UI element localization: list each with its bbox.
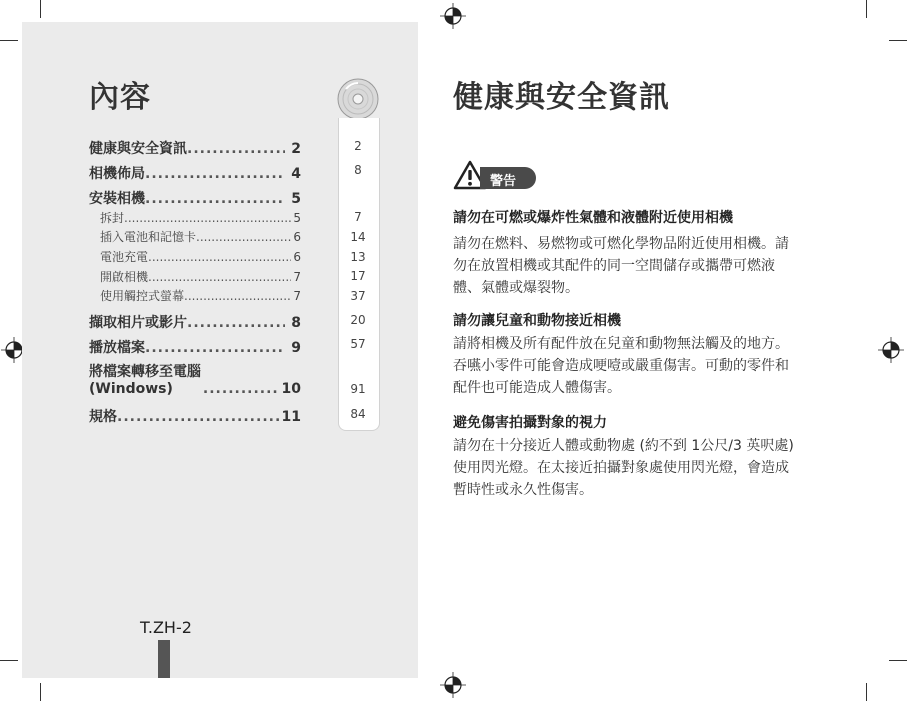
section-body: 請勿在燃料、易燃物或可燃化學物品附近使用相機。請 勿在放置相機或其配件的同一空間儲存或攜帶可燃液 體、氣體或爆裂物。 bbox=[453, 236, 789, 296]
section-body: 請將相機及所有配件放在兒童和動物無法觸及的地方。 吞嚥小零件可能會造成哽噎或嚴重傷害。可動的零件和 配件也可能造成人體傷害。 bbox=[453, 336, 789, 396]
tab-page-number: 7 bbox=[354, 210, 362, 224]
tab-page-number: 14 bbox=[350, 230, 366, 244]
tab-page-number: 13 bbox=[350, 250, 366, 264]
toc-item-title[interactable]: 將檔案轉移至電腦 bbox=[89, 364, 201, 380]
crop-mark bbox=[889, 660, 907, 661]
thumb-tab bbox=[158, 640, 170, 678]
tab-page-number: 91 bbox=[350, 382, 366, 396]
registration-mark-icon bbox=[440, 672, 466, 698]
crop-mark bbox=[40, 0, 41, 18]
cd-disc-icon bbox=[336, 77, 380, 121]
section-body: 請勿在十分接近人體或動物處 (約不到 1公尺/3 英呎處) 使用閃光燈。在太接近拍攝對象處使用閃光燈，會造成 暫時性或永久性傷害。 bbox=[453, 438, 794, 498]
page-number: T.ZH-2 bbox=[140, 618, 192, 637]
toc-subitem[interactable]: 插入電池和記憶卡 ..... 6 bbox=[100, 228, 301, 245]
toc-item[interactable]: 播放檔案 ..... 9 bbox=[89, 337, 301, 357]
toc-item[interactable]: 安裝相機 ..... 5 bbox=[89, 188, 301, 208]
tab-page-number: 57 bbox=[350, 337, 366, 351]
toc-title: 內容 bbox=[89, 80, 151, 115]
section-title: 健康與安全資訊 bbox=[453, 80, 670, 115]
toc-item[interactable]: 健康與安全資訊 ..... 2 bbox=[89, 138, 301, 158]
registration-mark-icon bbox=[878, 337, 904, 363]
toc-subitem[interactable]: 使用觸控式螢幕 ..... 7 bbox=[100, 287, 301, 304]
crop-mark bbox=[866, 683, 867, 701]
registration-mark-icon bbox=[440, 3, 466, 29]
tab-page-number: 84 bbox=[350, 407, 366, 421]
crop-mark bbox=[0, 660, 18, 661]
section-heading: 請勿在可燃或爆炸性氣體和液體附近使用相機 bbox=[453, 210, 733, 226]
warning-label: 警告 bbox=[490, 174, 517, 189]
toc-item[interactable]: 相機佈局 ..... 4 bbox=[89, 163, 301, 183]
tab-page-number: 37 bbox=[350, 289, 366, 303]
crop-mark bbox=[866, 0, 867, 18]
toc-item[interactable]: (Windows) ..... 10 bbox=[89, 381, 301, 397]
toc-item[interactable]: 規格 ..... 11 bbox=[89, 406, 301, 426]
toc-item[interactable]: 擷取相片或影片 ..... 8 bbox=[89, 312, 301, 332]
tab-page-number: 2 bbox=[354, 139, 362, 153]
toc-subitem[interactable]: 拆封 ..... 5 bbox=[100, 209, 301, 226]
toc-subitem[interactable]: 電池充電 ..... 6 bbox=[100, 248, 301, 265]
toc-subitem[interactable]: 開啟相機 ..... 7 bbox=[100, 268, 301, 285]
section-heading: 避免傷害拍攝對象的視力 bbox=[453, 415, 607, 431]
crop-mark bbox=[40, 683, 41, 701]
crop-mark bbox=[889, 40, 907, 41]
section-heading: 請勿讓兒童和動物接近相機 bbox=[453, 313, 621, 329]
crop-mark bbox=[0, 40, 18, 41]
tab-page-number: 17 bbox=[350, 269, 366, 283]
tab-page-number: 8 bbox=[354, 163, 362, 177]
tab-page-number: 20 bbox=[350, 313, 366, 327]
